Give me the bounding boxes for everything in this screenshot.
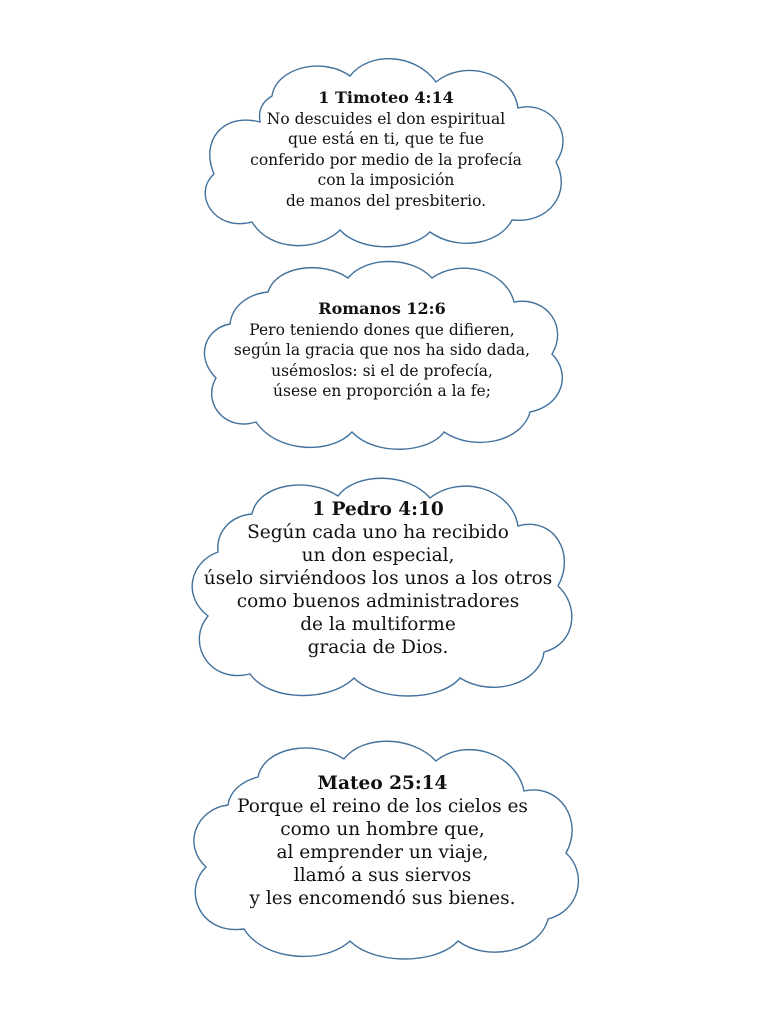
verse-line: úselo sirviéndoos los unos a los otros bbox=[203, 568, 553, 589]
verse-line: gracia de Dios. bbox=[307, 637, 449, 658]
verse-line: un don especial, bbox=[301, 545, 455, 566]
verse-line: de la multiforme bbox=[300, 614, 456, 635]
verse-line: conferido por medio de la profecía bbox=[250, 150, 522, 169]
verse-reference: 1 Pedro 4:10 bbox=[312, 499, 444, 520]
verse-line: que está en ti, que te fue bbox=[288, 130, 484, 148]
verse-line: Según cada uno ha recibido bbox=[247, 522, 509, 543]
verse-reference: Mateo 25:14 bbox=[317, 773, 448, 794]
verse-line: de manos del presbiterio. bbox=[285, 191, 487, 210]
verse-line: No descuides el don espiritual bbox=[266, 109, 506, 128]
verse-line: al emprender un viaje, bbox=[276, 842, 489, 863]
verse-cloud-romanos bbox=[192, 256, 572, 456]
verse-line: con la imposición bbox=[317, 171, 455, 189]
verse-reference: 1 Timoteo 4:14 bbox=[318, 88, 454, 107]
verse-line: según la gracia que nos ha sido dada, bbox=[233, 341, 531, 359]
verse-line: como buenos administradores bbox=[236, 591, 520, 612]
verse-line: úsese en proporción a la fe; bbox=[273, 382, 491, 400]
verse-cloud-mateo bbox=[180, 735, 585, 965]
verse-line: Pero teniendo dones que difieren, bbox=[249, 320, 515, 339]
verse-line: usémoslos: si el de profecía, bbox=[271, 361, 493, 380]
verse-line: llamó a sus siervos bbox=[293, 865, 472, 886]
verse-reference: Romanos 12:6 bbox=[318, 299, 446, 318]
verse-cloud-timoteo bbox=[200, 52, 572, 252]
verse-line: como un hombre que, bbox=[280, 819, 485, 840]
verse-cloud-pedro bbox=[178, 470, 578, 700]
verse-line: Porque el reino de los cielos es bbox=[237, 796, 528, 817]
verse-line: y les encomendó sus bienes. bbox=[249, 888, 516, 909]
